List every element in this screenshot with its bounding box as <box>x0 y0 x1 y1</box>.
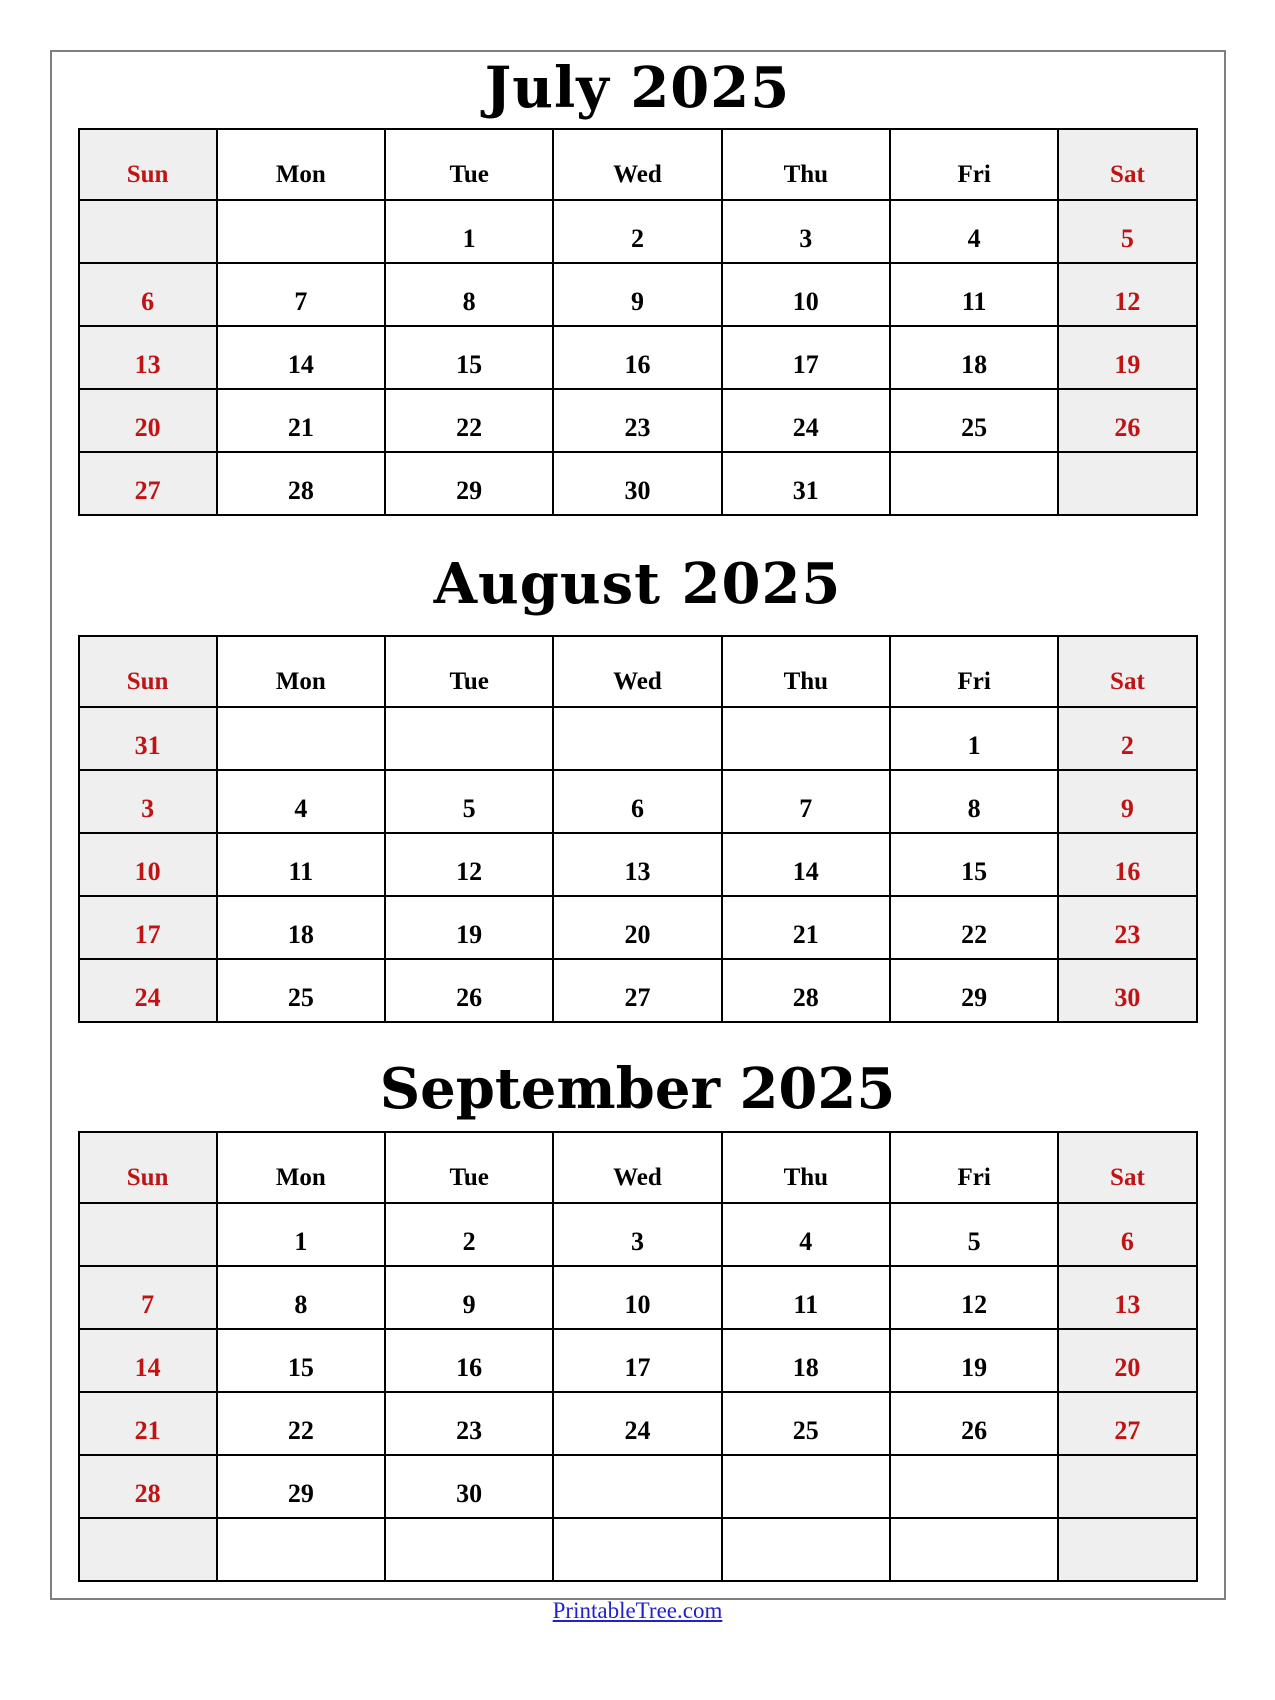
day-cell-17: 17 <box>553 1329 721 1392</box>
day-cell-12: 12 <box>890 1266 1058 1329</box>
day-cell-30: 30 <box>1058 959 1196 1022</box>
weekday-header-sun: Sun <box>79 1132 217 1203</box>
day-cell-22: 22 <box>890 896 1058 959</box>
weekday-header-wed: Wed <box>553 1132 721 1203</box>
day-cell-1: 1 <box>890 707 1058 770</box>
month-section-september <box>52 1057 1224 1582</box>
day-cell-21: 21 <box>217 389 385 452</box>
empty-day-cell <box>217 707 385 770</box>
day-cell-31: 31 <box>722 452 890 515</box>
weekday-header-sat: Sat <box>1058 636 1196 707</box>
week-row <box>79 1329 1197 1392</box>
empty-day-cell <box>890 452 1058 515</box>
day-cell-24: 24 <box>722 389 890 452</box>
day-cell-31: 31 <box>79 707 217 770</box>
empty-day-cell <box>1058 1518 1196 1581</box>
day-cell-22: 22 <box>385 389 553 452</box>
weekday-header-thu: Thu <box>722 129 890 200</box>
empty-day-cell <box>1058 452 1196 515</box>
weekday-header-sat: Sat <box>1058 129 1196 200</box>
day-cell-11: 11 <box>722 1266 890 1329</box>
day-cell-22: 22 <box>217 1392 385 1455</box>
day-cell-28: 28 <box>722 959 890 1022</box>
weekday-header-sun: Sun <box>79 129 217 200</box>
empty-day-cell <box>79 1203 217 1266</box>
week-row <box>79 326 1197 389</box>
day-cell-18: 18 <box>890 326 1058 389</box>
day-cell-5: 5 <box>890 1203 1058 1266</box>
week-row <box>79 200 1197 263</box>
weekday-header-row <box>79 1132 1197 1203</box>
month-title-july: July 2025 <box>484 55 791 121</box>
weekday-header-sun: Sun <box>79 636 217 707</box>
month-title-september: September 2025 <box>379 1055 896 1122</box>
day-cell-18: 18 <box>217 896 385 959</box>
day-cell-7: 7 <box>217 263 385 326</box>
day-cell-19: 19 <box>890 1329 1058 1392</box>
day-cell-30: 30 <box>385 1455 553 1518</box>
day-cell-10: 10 <box>722 263 890 326</box>
day-cell-2: 2 <box>1058 707 1196 770</box>
day-cell-25: 25 <box>722 1392 890 1455</box>
day-cell-23: 23 <box>385 1392 553 1455</box>
calendar-table-august <box>78 635 1198 1023</box>
day-cell-10: 10 <box>553 1266 721 1329</box>
day-cell-8: 8 <box>217 1266 385 1329</box>
day-cell-21: 21 <box>79 1392 217 1455</box>
day-cell-20: 20 <box>79 389 217 452</box>
day-cell-15: 15 <box>385 326 553 389</box>
day-cell-21: 21 <box>722 896 890 959</box>
weekday-header-mon: Mon <box>217 1132 385 1203</box>
weekday-header-fri: Fri <box>890 1132 1058 1203</box>
week-row <box>79 1392 1197 1455</box>
day-cell-2: 2 <box>553 200 721 263</box>
day-cell-4: 4 <box>217 770 385 833</box>
day-cell-9: 9 <box>385 1266 553 1329</box>
empty-day-cell <box>553 1455 721 1518</box>
day-cell-3: 3 <box>79 770 217 833</box>
day-cell-1: 1 <box>217 1203 385 1266</box>
week-row <box>79 896 1197 959</box>
empty-day-cell <box>553 1518 721 1581</box>
day-cell-27: 27 <box>1058 1392 1196 1455</box>
day-cell-28: 28 <box>79 1455 217 1518</box>
day-cell-20: 20 <box>1058 1329 1196 1392</box>
weekday-header-wed: Wed <box>553 129 721 200</box>
day-cell-8: 8 <box>890 770 1058 833</box>
day-cell-18: 18 <box>722 1329 890 1392</box>
week-row <box>79 1518 1197 1581</box>
day-cell-15: 15 <box>217 1329 385 1392</box>
day-cell-16: 16 <box>1058 833 1196 896</box>
day-cell-13: 13 <box>79 326 217 389</box>
footer <box>52 1598 1224 1624</box>
day-cell-11: 11 <box>217 833 385 896</box>
day-cell-9: 9 <box>553 263 721 326</box>
day-cell-1: 1 <box>385 200 553 263</box>
day-cell-23: 23 <box>553 389 721 452</box>
day-cell-3: 3 <box>722 200 890 263</box>
day-cell-10: 10 <box>79 833 217 896</box>
day-cell-6: 6 <box>1058 1203 1196 1266</box>
day-cell-4: 4 <box>722 1203 890 1266</box>
day-cell-13: 13 <box>553 833 721 896</box>
day-cell-6: 6 <box>553 770 721 833</box>
day-cell-20: 20 <box>553 896 721 959</box>
day-cell-7: 7 <box>79 1266 217 1329</box>
week-row <box>79 1266 1197 1329</box>
empty-day-cell <box>385 1518 553 1581</box>
empty-day-cell <box>553 707 721 770</box>
weekday-header-tue: Tue <box>385 636 553 707</box>
day-cell-17: 17 <box>79 896 217 959</box>
empty-day-cell <box>722 1455 890 1518</box>
day-cell-6: 6 <box>79 263 217 326</box>
day-cell-26: 26 <box>890 1392 1058 1455</box>
month-title-august: August 2025 <box>433 551 842 618</box>
day-cell-12: 12 <box>385 833 553 896</box>
day-cell-14: 14 <box>79 1329 217 1392</box>
day-cell-26: 26 <box>385 959 553 1022</box>
day-cell-11: 11 <box>890 263 1058 326</box>
day-cell-15: 15 <box>890 833 1058 896</box>
weekday-header-row <box>79 129 1197 200</box>
week-row <box>79 452 1197 515</box>
day-cell-25: 25 <box>217 959 385 1022</box>
week-row <box>79 959 1197 1022</box>
weekday-header-tue: Tue <box>385 1132 553 1203</box>
week-row <box>79 707 1197 770</box>
week-row <box>79 770 1197 833</box>
weekday-header-tue: Tue <box>385 129 553 200</box>
day-cell-4: 4 <box>890 200 1058 263</box>
day-cell-16: 16 <box>553 326 721 389</box>
weekday-header-thu: Thu <box>722 636 890 707</box>
day-cell-26: 26 <box>1058 389 1196 452</box>
day-cell-29: 29 <box>890 959 1058 1022</box>
day-cell-19: 19 <box>385 896 553 959</box>
calendar-table-july <box>78 128 1198 516</box>
weekday-header-sat: Sat <box>1058 1132 1196 1203</box>
week-row <box>79 1455 1197 1518</box>
day-cell-27: 27 <box>553 959 721 1022</box>
month-section-july <box>52 54 1224 516</box>
calendar-table-september <box>78 1131 1198 1582</box>
day-cell-5: 5 <box>1058 200 1196 263</box>
empty-day-cell <box>385 707 553 770</box>
day-cell-27: 27 <box>79 452 217 515</box>
day-cell-14: 14 <box>217 326 385 389</box>
weekday-header-mon: Mon <box>217 636 385 707</box>
weekday-header-wed: Wed <box>553 636 721 707</box>
day-cell-29: 29 <box>217 1455 385 1518</box>
day-cell-23: 23 <box>1058 896 1196 959</box>
week-row <box>79 1203 1197 1266</box>
day-cell-24: 24 <box>79 959 217 1022</box>
day-cell-29: 29 <box>385 452 553 515</box>
empty-day-cell <box>79 1518 217 1581</box>
week-row <box>79 263 1197 326</box>
day-cell-5: 5 <box>385 770 553 833</box>
week-row <box>79 833 1197 896</box>
printabletree-link[interactable]: PrintableTree.com <box>552 1598 723 1624</box>
weekday-header-thu: Thu <box>722 1132 890 1203</box>
calendar-sheet <box>50 50 1226 1624</box>
empty-day-cell <box>722 707 890 770</box>
empty-day-cell <box>217 200 385 263</box>
week-row <box>79 389 1197 452</box>
empty-day-cell <box>1058 1455 1196 1518</box>
weekday-header-row <box>79 636 1197 707</box>
day-cell-13: 13 <box>1058 1266 1196 1329</box>
day-cell-3: 3 <box>553 1203 721 1266</box>
weekday-header-fri: Fri <box>890 636 1058 707</box>
empty-day-cell <box>890 1455 1058 1518</box>
day-cell-19: 19 <box>1058 326 1196 389</box>
empty-day-cell <box>217 1518 385 1581</box>
day-cell-28: 28 <box>217 452 385 515</box>
day-cell-24: 24 <box>553 1392 721 1455</box>
empty-day-cell <box>722 1518 890 1581</box>
day-cell-25: 25 <box>890 389 1058 452</box>
day-cell-2: 2 <box>385 1203 553 1266</box>
empty-day-cell <box>79 200 217 263</box>
empty-day-cell <box>890 1518 1058 1581</box>
day-cell-14: 14 <box>722 833 890 896</box>
day-cell-30: 30 <box>553 452 721 515</box>
day-cell-7: 7 <box>722 770 890 833</box>
day-cell-9: 9 <box>1058 770 1196 833</box>
weekday-header-fri: Fri <box>890 129 1058 200</box>
day-cell-17: 17 <box>722 326 890 389</box>
day-cell-12: 12 <box>1058 263 1196 326</box>
day-cell-16: 16 <box>385 1329 553 1392</box>
weekday-header-mon: Mon <box>217 129 385 200</box>
day-cell-8: 8 <box>385 263 553 326</box>
month-section-august <box>52 552 1224 1022</box>
